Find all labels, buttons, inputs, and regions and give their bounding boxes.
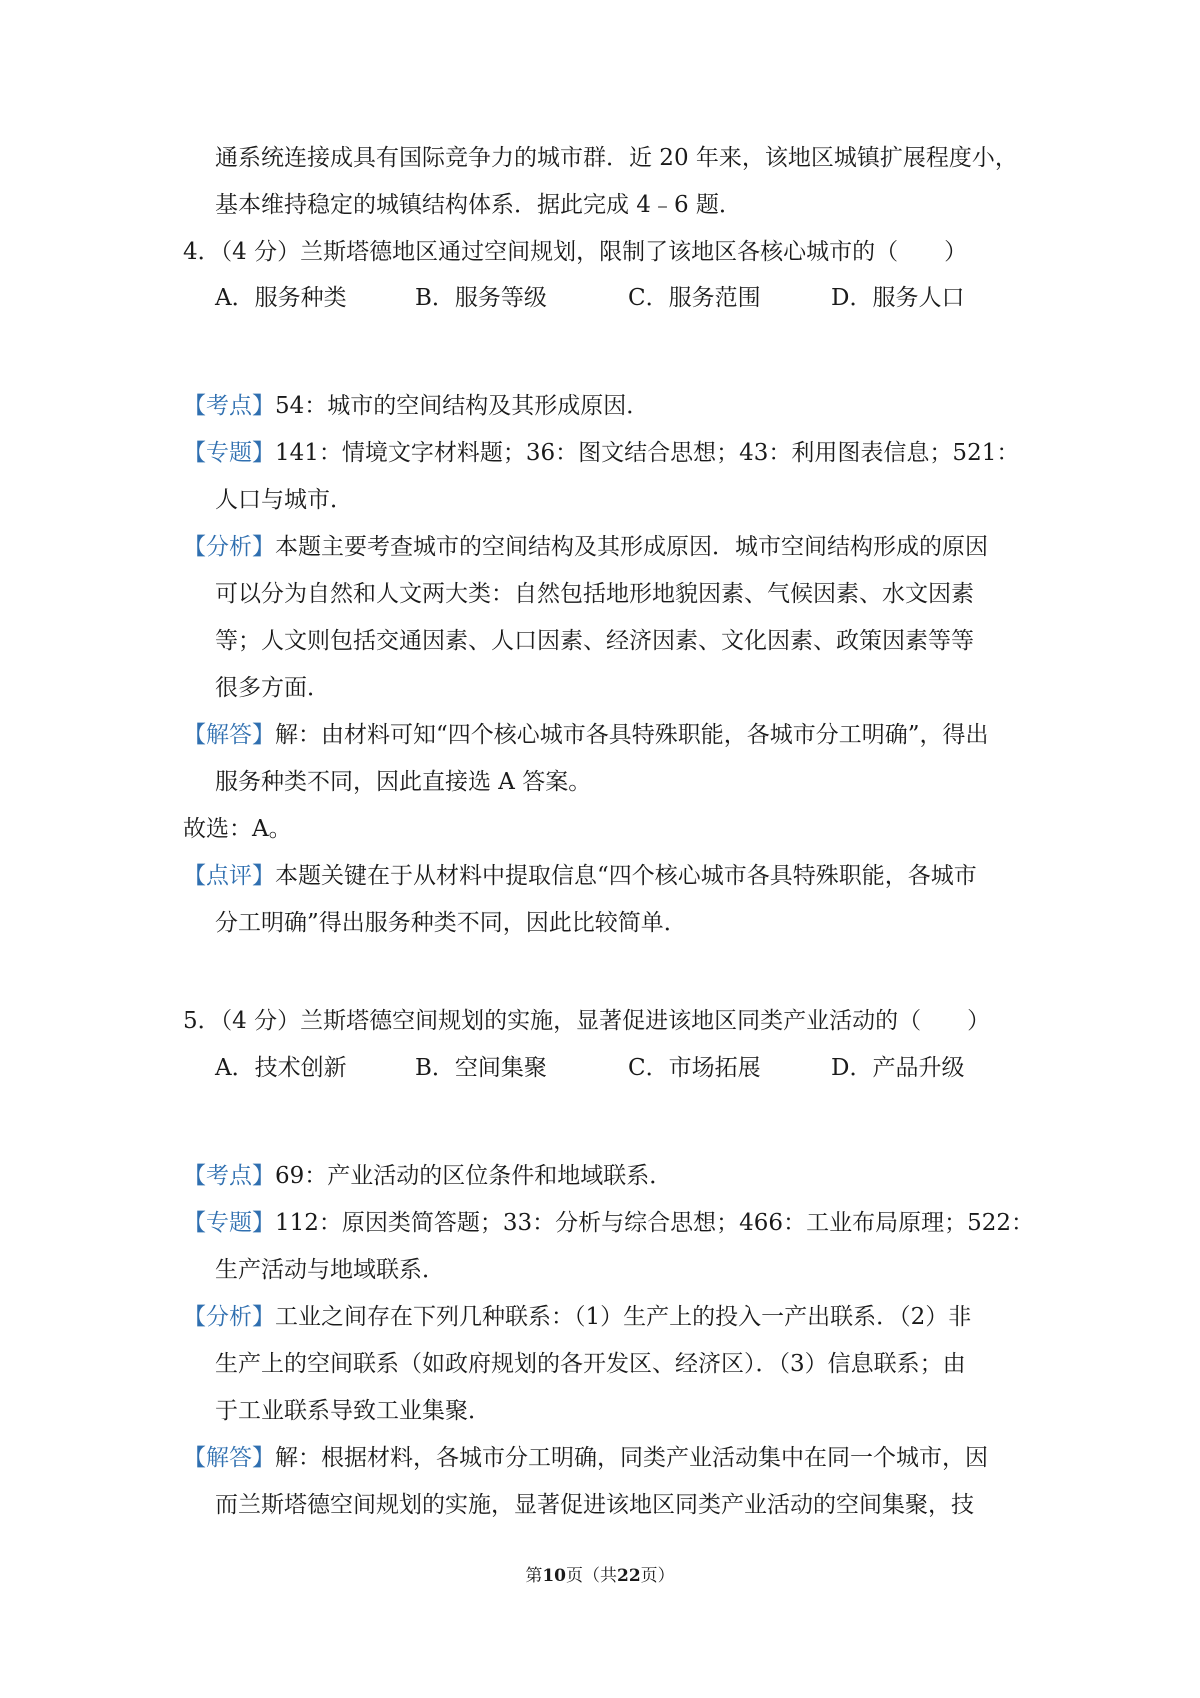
q5-jieda-line-2: 而兰斯塔德空间规划的实施，显著促进该地区同类产业活动的空间集聚，技	[215, 1492, 974, 1518]
q4-fenxi-line-2: 可以分为自然和人文两大类：自然包括地形地貌因素、气候因素、水文因素	[215, 581, 974, 607]
q5-zhuanti-line-2: 生产活动与地域联系．	[215, 1257, 445, 1283]
question-4-stem: 4．（4 分）兰斯塔德地区通过空间规划，限制了该地区各核心城市的（ ）	[183, 239, 968, 265]
q5-jieda	[183, 1443, 988, 1473]
q5-fenxi-line-3: 于工业联系导致工业集聚．	[215, 1398, 491, 1424]
q4-kaodian-text: 54：城市的空间结构及其形成原因．	[275, 393, 650, 419]
q4-kaodian	[183, 391, 649, 421]
q4-fenxi-line-4: 很多方面．	[215, 675, 330, 701]
q4-option-c: C．服务范围	[628, 285, 761, 311]
q5-fenxi-line-1: 工业之间存在下列几种联系：（1）生产上的投入一产出联系．（2）非	[275, 1304, 972, 1330]
q4-option-a: A．服务种类	[215, 285, 347, 311]
q4-dianping-line-1: 本题关键在于从材料中提取信息“四个核心城市各具特殊职能，各城市	[275, 863, 977, 889]
q5-jieda-line-1: 解：根据材料，各城市分工明确，同类产业活动集中在同一个城市，因	[275, 1445, 988, 1471]
q4-dianping	[183, 861, 977, 891]
q4-zhuanti	[183, 438, 1019, 468]
q5-kaodian	[183, 1161, 672, 1191]
q5-zhuanti	[183, 1208, 1034, 1238]
q4-fenxi	[183, 532, 988, 562]
q5-jieda-tag: 【解答】	[183, 1445, 275, 1471]
q4-jieda	[183, 720, 989, 750]
q5-option-c: C．市场拓展	[628, 1055, 761, 1081]
q4-dianping-line-2: 分工明确”得出服务种类不同，因此比较简单．	[215, 910, 687, 936]
q4-jieda-line-2: 服务种类不同，因此直接选 A 答案。	[215, 769, 592, 795]
q5-option-a: A．技术创新	[215, 1055, 347, 1081]
q4-zhuanti-line-2: 人口与城市．	[215, 487, 353, 513]
q5-zhuanti-tag: 【专题】	[183, 1210, 275, 1236]
q5-kaodian-tag: 【考点】	[183, 1163, 275, 1189]
footer-suffix: 页）	[640, 1566, 675, 1586]
footer-total-pages: 22	[617, 1566, 641, 1586]
q5-fenxi-tag: 【分析】	[183, 1304, 275, 1330]
q4-kaodian-tag: 【考点】	[183, 393, 275, 419]
q5-zhuanti-line-1: 112：原因类简答题；33：分析与综合思想；466：工业布局原理；522：	[275, 1210, 1034, 1236]
intro-line-1: 通系统连接成具有国际竞争力的城市群．近 20 年来，该地区城镇扩展程度小，	[215, 145, 1018, 171]
q5-fenxi-line-2: 生产上的空间联系（如政府规划的各开发区、经济区）．（3）信息联系；由	[215, 1351, 966, 1377]
q4-option-b: B．服务等级	[415, 285, 547, 311]
q5-option-b: B．空间集聚	[415, 1055, 547, 1081]
question-5-stem: 5．（4 分）兰斯塔德空间规划的实施，显著促进该地区同类产业活动的（ ）	[183, 1008, 991, 1034]
q5-fenxi	[183, 1302, 971, 1332]
footer-prefix: 第	[525, 1566, 543, 1586]
q4-jieda-tag: 【解答】	[183, 722, 275, 748]
footer-page-number: 10	[542, 1566, 566, 1586]
q4-fenxi-line-1: 本题主要考查城市的空间结构及其形成原因．城市空间结构形成的原因	[275, 534, 988, 560]
q4-option-d: D．服务人口	[831, 285, 965, 311]
q4-guxuan: 故选：A。	[183, 816, 292, 842]
footer-mid: 页（共	[566, 1566, 617, 1586]
intro-line-2: 基本维持稳定的城镇结构体系．据此完成 4﹣6 题．	[215, 192, 742, 218]
q4-zhuanti-line-1: 141：情境文字材料题；36：图文结合思想；43：利用图表信息；521：	[275, 440, 1020, 466]
q4-zhuanti-tag: 【专题】	[183, 440, 275, 466]
q5-kaodian-text: 69：产业活动的区位条件和地域联系．	[275, 1163, 673, 1189]
q5-option-d: D．产品升级	[831, 1055, 965, 1081]
page-footer	[0, 1565, 1200, 1587]
q4-fenxi-tag: 【分析】	[183, 534, 275, 560]
q4-jieda-line-1: 解：由材料可知“四个核心城市各具特殊职能，各城市分工明确”，得出	[275, 722, 989, 748]
q4-dianping-tag: 【点评】	[183, 863, 275, 889]
q4-fenxi-line-3: 等；人文则包括交通因素、人口因素、经济因素、文化因素、政策因素等等	[215, 628, 974, 654]
